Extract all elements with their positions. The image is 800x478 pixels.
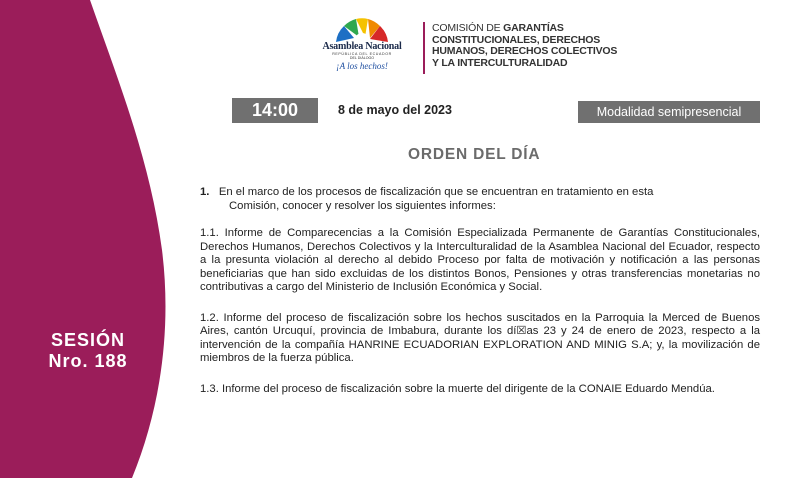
agenda-item-1-1: 1.1. Informe de Comparecencias a la Comisión Especializada Permanente de Garantías Constitucionales, Derechos Humanos, Derechos Colectivos y la Interculturalidad de la Asamblea Nacional del Ecuador, respecto a la presunta violación al derecho al debido Proceso por falta de motivación y notificación a las personas beneficiarias que han sido excluidas de los distintos Bonos, Pensiones y otras transferencias monetarias no contributivas a cargo del Ministerio de Inclusión Económica y Social. <box>200 227 760 293</box>
session-mode: Modalidad semipresencial <box>578 101 760 123</box>
commission-line2: CONSTITUCIONALES, DERECHOS <box>432 33 601 46</box>
header-divider <box>423 22 425 74</box>
agenda-item-1-2: 1.2. Informe del proceso de fiscalización sobre los hechos suscitados en la Parroquia la Merced de Buenos Aires, cantón Urcuquí, provincia de Imbabura, durante los dí☒as 23 y 24 de enero de 2023, respecto a la intervención de la compañía HANRINE ECUADORIAN EXPLORATION AND MINIG S.A; y, la movilización de miembros de la fuerza pública. <box>200 311 760 364</box>
org-small-text: DEL DIÁLOGO <box>349 56 375 60</box>
commission-prefix: COMISIÓN DE <box>432 22 501 34</box>
session-number: Nro. 188 <box>48 351 128 371</box>
slogan: ¡A los hechos! <box>336 61 388 71</box>
org-subtitle: REPÚBLICA DEL ECUADOR <box>332 52 392 56</box>
commission-line4: Y LA INTERCULTURALIDAD <box>432 56 568 69</box>
session-time: 14:00 <box>232 98 318 123</box>
commission-line3: HUMANOS, DERECHOS COLECTIVOS <box>432 45 618 57</box>
session-label <box>18 330 158 372</box>
sidebar-shape <box>0 0 175 478</box>
commission-line1: GARANTÍAS <box>503 22 564 34</box>
session-date: 8 de mayo del 2023 <box>338 103 452 117</box>
commission-name <box>432 23 632 69</box>
agenda-item-1-first: En el marco de los procesos de fiscalización que se encuentran en tratamiento en esta <box>218 186 654 198</box>
assembly-logo <box>312 18 412 71</box>
agenda-title: ORDEN DEL DÍA <box>408 146 541 163</box>
agenda-item-1-rest: Comisión, conocer y resolver los siguientes informes: <box>229 199 496 212</box>
agenda-content <box>200 186 760 413</box>
sun-emblem-icon <box>330 18 394 42</box>
agenda-item-1-number: 1. <box>200 186 210 198</box>
agenda-item-1-3: 1.3. Informe del proceso de fiscalización sobre la muerte del dirigente de la CONAIE Eduardo Mendúa. <box>200 382 715 395</box>
org-name: Asamblea Nacional <box>322 41 402 52</box>
agenda-item-1 <box>200 186 760 213</box>
session-title: SESIÓN <box>50 330 126 350</box>
